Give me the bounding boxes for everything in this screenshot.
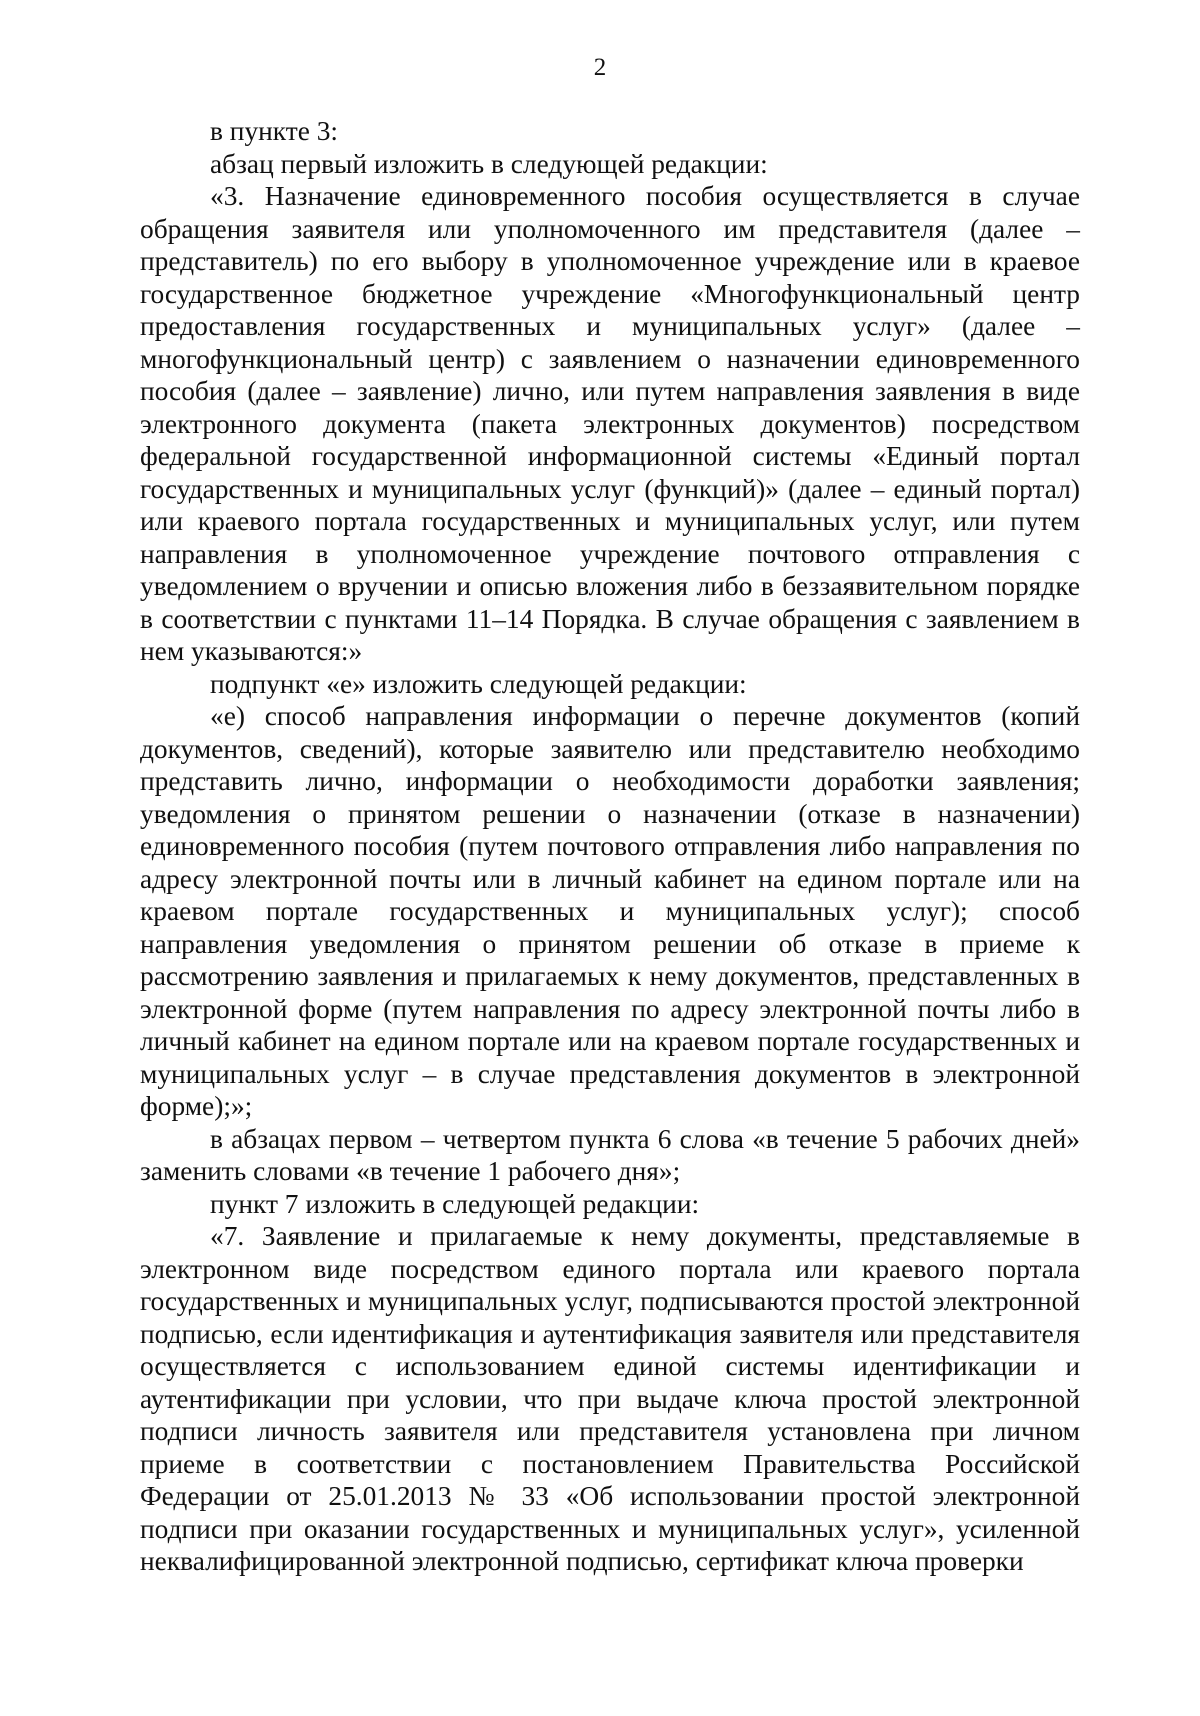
paragraph-point-6-change: в абзацах первом – четвертом пункта 6 слова «в течение 5 рабочих дней» заменить словами «в течение 1 рабочего дня»; bbox=[140, 1123, 1080, 1186]
paragraph-point-7-intro: пункт 7 изложить в следующей редакции: bbox=[210, 1188, 700, 1219]
page-number: 2 bbox=[593, 54, 607, 81]
document-body bbox=[140, 115, 1080, 1578]
paragraph-subpoint-e-text: «е) способ направления информации о перечне документов (копий документов, сведений), которые заявителю или представителю необходимо представить лично, информации о необходимости доработки заявления; уведомления о принятом решении о назначении (отказе в назначении) единовременного пособия (путем почтового отправления либо направления по адресу электронной почты или в личный кабинет на едином портале или на краевом портале государственных и муниципальных услуг); способ направления уведомления о принятом решении об отказе в приеме к рассмотрению заявления и прилагаемых к нему документов, представленных в электронной форме (путем направления по адресу электронной почты либо в личный кабинет на едином портале или на краевом портале государственных и муниципальных услуг – в случае представления документов в электронной форме);»; bbox=[140, 701, 1080, 1121]
paragraph-in-point-3: в пункте 3: bbox=[210, 116, 339, 146]
paragraph-first-abzac: абзац первый изложить в следующей редакции: bbox=[210, 148, 768, 179]
paragraph-point-3-text: «3. Назначение единовременного пособия осуществляется в случае обращения заявителя или уполномоченного им представителя (далее – представитель) по его выбору в уполномоченное учреждение или в краевое государственное бюджетное учреждение «Многофункциональный центр предоставления государственных и муниципальных услуг» (далее – многофункциональный центр) с заявлением о назначении единовременного пособия (далее – заявление) лично, или путем направления заявления в виде электронного документа (пакета электронных документов) посредством федеральной государственной информационной системы «Единый портал государственных и муниципальных услуг (функций)» (далее – единый портал) или краевого портала государственных и муниципальных услуг, или путем направления в уполномоченное учреждение почтового отправления с уведомлением о вручении и описью вложения либо в беззаявительном порядке в соответствии с пунктами 11–14 Порядка. В случае обращения с заявлением в нем указываются:» bbox=[140, 181, 1080, 666]
paragraph-point-7-text: «7. Заявление и прилагаемые к нему документы, представляемые в электронном виде посредством единого портала или краевого портала государственных и муниципальных услуг, подписываются простой электронной подписью, если идентификация и аутентификация заявителя или представителя осуществляется с использованием единой системы идентификации и аутентификации при условии, что при выдаче ключа простой электронной подписи личность заявителя или представителя установлена при личном приеме в соответствии с постановлением Правительства Российской Федерации от 25.01.2013 № 33 «Об использовании простой электронной подписи при оказании государственных и муниципальных услуг», усиленной неквалифицированной электронной подписью, сертификат ключа проверки bbox=[140, 1221, 1080, 1576]
paragraph-subpoint-e-intro: подпункт «е» изложить следующей редакции: bbox=[210, 668, 747, 699]
